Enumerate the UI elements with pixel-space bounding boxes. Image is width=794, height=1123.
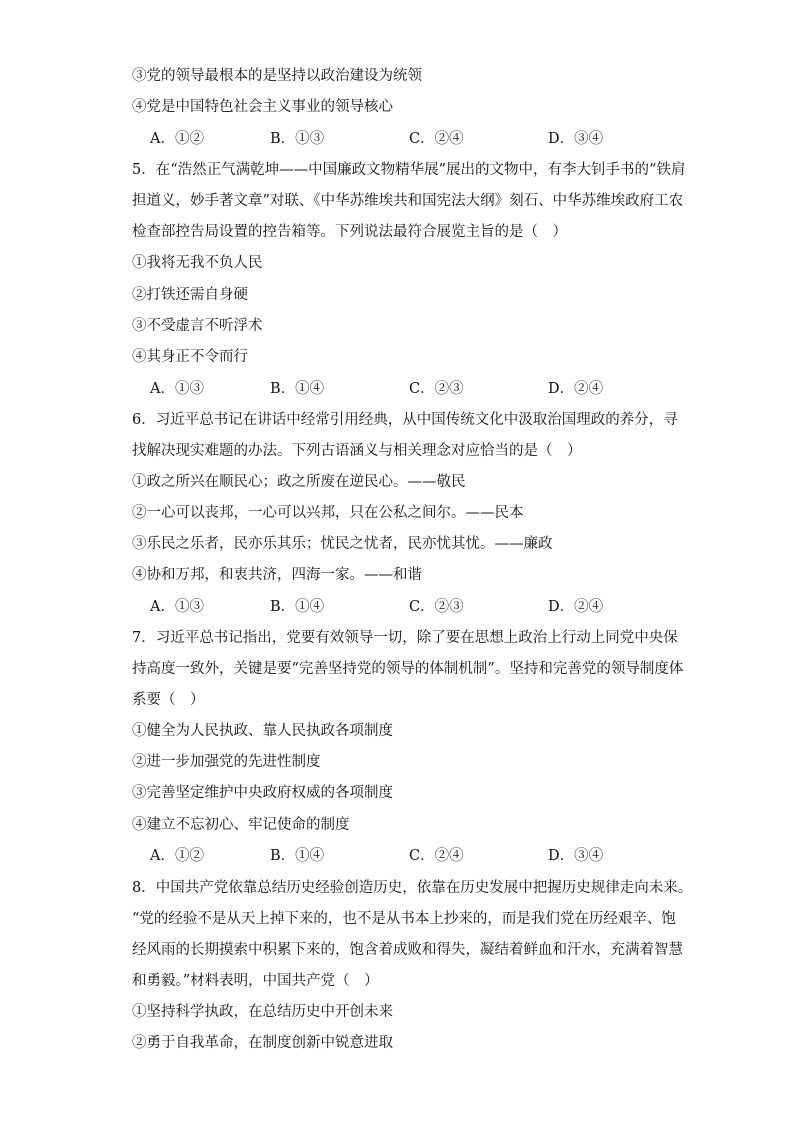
- q6-statement-4: ④协和万邦，和衷共济，四海一家。——和谐: [132, 567, 422, 583]
- q6-statement-3: ③乐民之乐者，民亦乐其乐；忧民之忧者，民亦忧其忧。——廉政: [132, 536, 553, 552]
- q5-stem-line-1: 5．在“浩然正气满乾坤——中国廉政文物精华展”展出的文物中，有李大钊手书的“铁肩: [132, 162, 686, 178]
- q6-option-a[interactable]: A．①③: [150, 599, 204, 615]
- q7-statement-3: ③完善坚定维护中央政府权威的各项制度: [132, 785, 393, 801]
- q6-stem-line-1: 6．习近平总书记在讲话中经常引用经典，从中国传统文化中汲取治国理政的养分，寻: [132, 412, 678, 428]
- q8-stem-line-2: “党的经验不是从天上掉下来的，也不是从书本上抄来的，而是我们党在历经艰辛、饱: [132, 911, 676, 927]
- q7-stem-line-3: 系要（ ）: [132, 692, 205, 708]
- q7-option-b[interactable]: B．①④: [270, 848, 325, 864]
- q6-statement-2: ②一心可以丧邦，一心可以兴邦，只在公私之间尔。——民本: [132, 505, 524, 521]
- q7-stem-line-1: 7．习近平总书记指出，党要有效领导一切，除了要在思想上政治上行动上同党中央保: [132, 630, 678, 646]
- q7-statement-1: ①健全为人民执政、靠人民执政各项制度: [132, 723, 393, 739]
- q5-option-a[interactable]: A．①③: [150, 381, 204, 397]
- q5-option-c[interactable]: C．②③: [409, 381, 464, 397]
- q6-option-b[interactable]: B．①④: [270, 599, 325, 615]
- q6-option-d[interactable]: D．②④: [548, 599, 604, 615]
- q5-stem-line-2: 担道义，妙手著文章”对联、《中华苏维埃共和国宪法大纲》刻石、中华苏维埃政府工农: [132, 193, 684, 209]
- q7-option-a[interactable]: A．①②: [150, 848, 204, 864]
- q8-stem-line-3: 经风雨的长期摸索中积累下来的，饱含着成败和得失，凝结着鲜血和汗水，充满着智慧: [132, 942, 683, 958]
- q4-statement-3: ③党的领导最根本的是坚持以政治建设为统领: [132, 68, 422, 84]
- q7-statement-2: ②进一步加强党的先进性制度: [132, 754, 321, 770]
- q5-option-d[interactable]: D．②④: [548, 381, 604, 397]
- q7-statement-4: ④建立不忘初心、牢记使命的制度: [132, 817, 350, 833]
- q7-option-d[interactable]: D．③④: [548, 848, 604, 864]
- q8-statement-1: ①坚持科学执政，在总结历史中开创未来: [132, 1004, 393, 1020]
- q6-statement-1: ①政之所兴在顺民心；政之所废在逆民心。——敬民: [132, 474, 466, 490]
- q5-stem-line-3: 检查部控告局设置的控告箱等。下列说法最符合展览主旨的是（ ）: [132, 224, 567, 240]
- q5-option-b[interactable]: B．①④: [270, 381, 325, 397]
- q8-stem-line-1: 8．中国共产党依靠总结历史经验创造历史，依靠在历史发展中把握历史规律走向未来。: [132, 880, 693, 896]
- q5-statement-3: ③不受虚言不听浮术: [132, 318, 263, 334]
- q6-stem-line-2: 找解决现实难题的办法。下列古语涵义与相关理念对应恰当的是（ ）: [132, 443, 582, 459]
- q4-statement-4: ④党是中国特色社会主义事业的领导核心: [132, 99, 393, 115]
- q8-statement-2: ②勇于自我革命，在制度创新中锐意进取: [132, 1035, 393, 1051]
- q4-option-b[interactable]: B．①③: [270, 131, 325, 147]
- q6-option-c[interactable]: C．②③: [409, 599, 464, 615]
- q5-statement-4: ④其身正不令而行: [132, 349, 248, 365]
- q7-option-c[interactable]: C．②④: [409, 848, 464, 864]
- q5-statement-1: ①我将无我不负人民: [132, 255, 263, 271]
- q7-stem-line-2: 持高度一致外，关键是要“完善坚持党的领导的体制机制”。坚持和完善党的领导制度体: [132, 661, 684, 677]
- q5-statement-2: ②打铁还需自身硬: [132, 287, 248, 303]
- q4-option-c[interactable]: C．②④: [409, 131, 464, 147]
- q4-option-d[interactable]: D．③④: [548, 131, 604, 147]
- q8-stem-line-4: 和勇毅。”材料表明，中国共产党（ ）: [132, 973, 379, 989]
- q4-option-a[interactable]: A．①②: [150, 131, 204, 147]
